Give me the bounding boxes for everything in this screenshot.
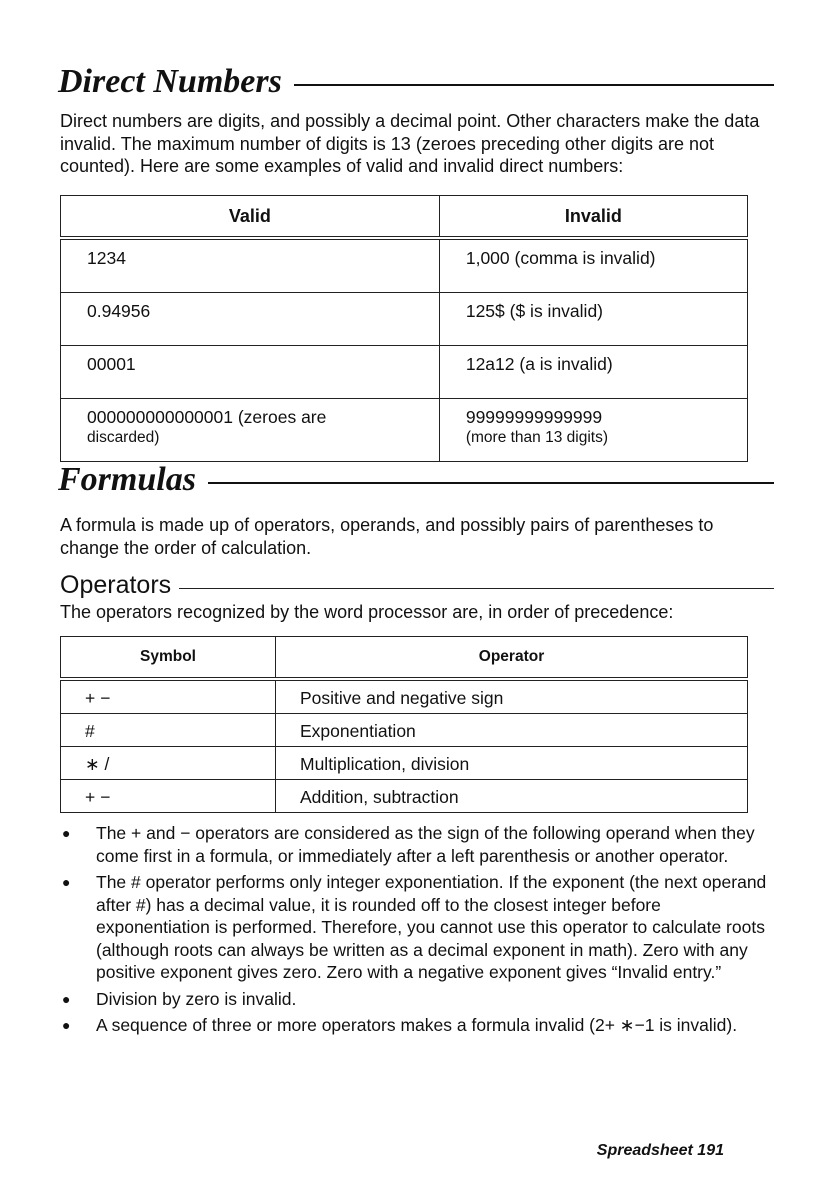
symbol-cell: + − [61,679,276,714]
symbol-cell: ∗ / [61,747,276,780]
valid-value: 000000000000001 (zeroes are [87,407,327,427]
list-item: ● A sequence of three or more operators makes a formula invalid (2+ ∗−1 is invalid). [62,1015,738,1035]
operator-cell: Multiplication, division [276,747,748,780]
direct-numbers-title: Direct Numbers [58,63,282,100]
operator-notes-list [60,822,772,1041]
invalid-cell: 1,000 (comma is invalid) [439,238,747,293]
direct-numbers-heading [58,62,774,102]
table-row [61,346,748,399]
invalid-cell: 125$ ($ is invalid) [439,293,747,346]
list-item: ● Division by zero is invalid. [62,988,297,1009]
subheading-rule [179,588,774,589]
operators-title: Operators [60,571,172,599]
operators-table [60,636,748,813]
table-row [61,238,748,293]
list-item: ● The + and − operators are considered as the sign of the following operand when they come first in a formula, or immediately after a left parenthesis or another operator. [62,823,755,866]
operator-cell: Exponentiation [276,714,748,747]
table-row [61,399,748,462]
valid-cell: 1234 [61,238,440,293]
table-header-invalid: Invalid [439,196,747,239]
formulas-heading [58,460,774,500]
invalid-value: 99999999999999 [465,407,603,427]
invalid-note: (more than 13 digits) [465,429,608,446]
formulas-title: Formulas [58,461,196,498]
valid-cell: 00001 [61,346,440,399]
invalid-cell [439,399,747,462]
bullet-icon: ● [62,1017,71,1033]
page-footer [597,1142,724,1160]
page-number: 191 [697,1142,724,1159]
operator-cell: Addition, subtraction [276,780,748,813]
operators-intro: The operators recognized by the word processor are, in order of precedence: [60,602,674,622]
heading-rule [294,84,774,86]
invalid-cell: 12a12 (a is invalid) [439,346,747,399]
valid-cell [61,399,440,462]
bullet-icon: ● [62,825,71,841]
footer-section: Spreadsheet [596,1142,693,1159]
valid-note: discarded) [87,429,160,446]
bullet-icon: ● [62,990,71,1007]
operator-cell: Positive and negative sign [276,679,748,714]
table-header-valid: Valid [61,196,440,239]
direct-numbers-intro: Direct numbers are digits, and possibly a decimal point. Other characters make the data invalid. The maximum number of digits is 13 (zeroes preceding other digits are not counted). Here are some examples of valid and invalid direct numbers: [60,111,760,176]
direct-numbers-table [60,195,748,462]
table-header-symbol: Symbol [61,637,276,680]
table-row [61,293,748,346]
symbol-cell: # [61,714,276,747]
table-row [61,747,748,780]
table-row [61,679,748,714]
bullet-icon: ● [62,874,71,890]
table-row [61,714,748,747]
valid-cell: 0.94956 [61,293,440,346]
formulas-intro: A formula is made up of operators, operands, and possibly pairs of parentheses to change the order of calculation. [60,515,714,558]
heading-rule [208,482,774,484]
operators-heading [60,570,774,600]
table-header-operator: Operator [276,637,748,680]
symbol-cell: + − [61,780,276,813]
table-row [61,780,748,813]
list-item: ● The # operator performs only integer exponentiation. If the exponent (the next operand after #) has a decimal value, it is rounded off to the closest integer before exponentiation is performed. Therefore, you cannot use this operator to calculate roots (although roots can always be written as a decimal exponent in math). Zero with any positive exponent gives zero. Zero with a negative exponent gives “Invalid entry.” [62,872,767,982]
